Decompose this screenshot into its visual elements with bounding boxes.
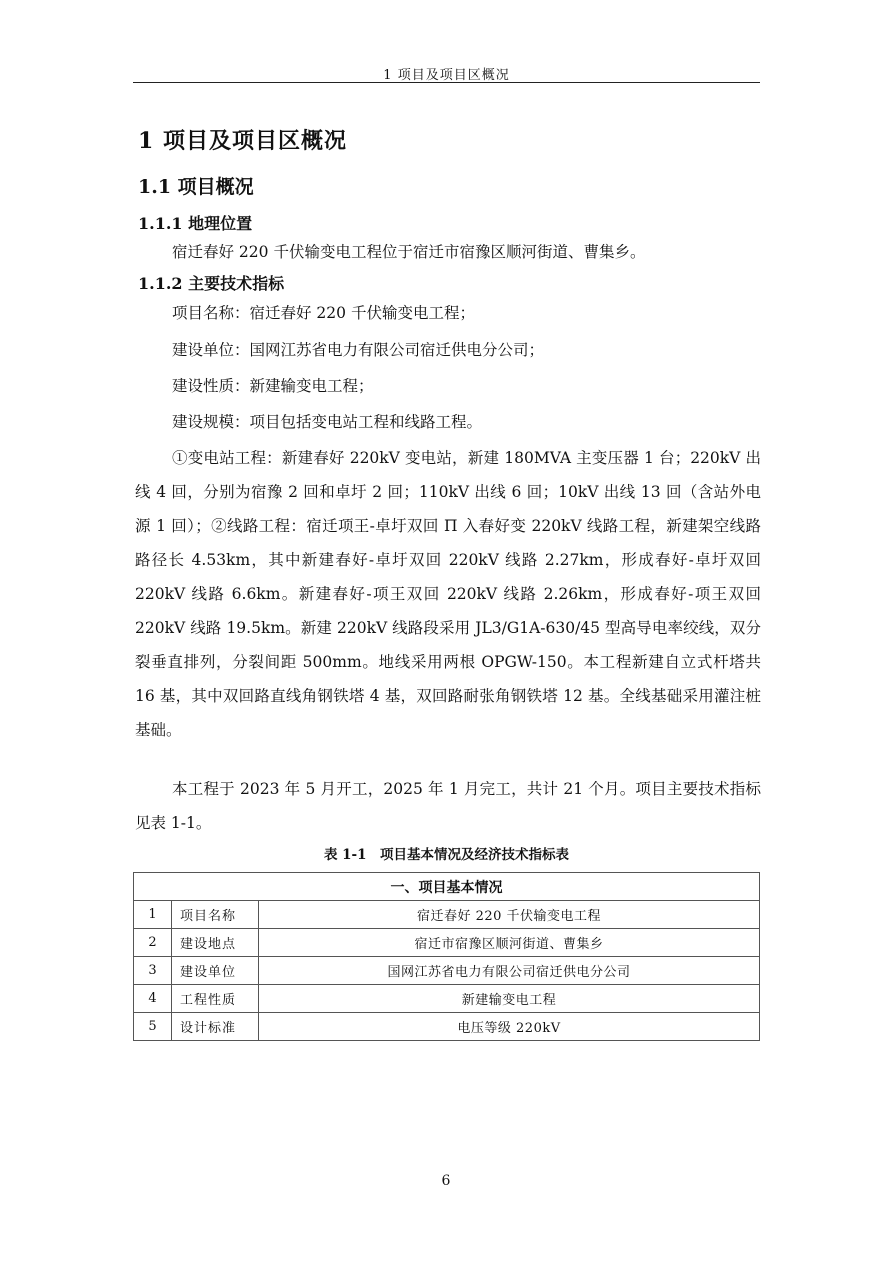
row-number: 1 — [134, 901, 172, 929]
construction-detail-paragraph: ①变电站工程：新建春好 220kV 变电站，新建 180MVA 主变压器 1 台；220kV 出线 4 回，分别为宿豫 2 回和卓圩 2 回；110kV 出线 6 回；10kV 出线 13 回（含站外电源 1 回）；②线路工程：宿迁项王-卓圩双回 Π 入春好变 220kV 线路工程，新建架空线路路径长 4.53km，其中新建春好-卓圩双回 220kV 线路 2.27km，形成春好-卓圩双回 220kV 线路 6.6km。新建春好-项王双回 220kV 线路 2.26km，形成春好-项王双回 220kV 线路 19.5km。新建 220kV 线路段采用 JL3/G1A-630/45 型高导电率绞线，双分裂垂直排列，分裂间距 500mm。地线采用两根 OPGW-150。本工程新建自立式杆塔共 16 基，其中双回路直线角钢铁塔 4 基，双回路耐张角钢铁塔 12 基。全线基础采用灌注桩基础。 — [135, 449, 761, 739]
project-name-line: 项目名称：宿迁春好 220 千伏输变电工程； — [172, 304, 475, 322]
section-title-1-1: 1.1 项目概况 — [138, 176, 254, 198]
row-value: 宿迁市宿豫区顺河街道、曹集乡 — [259, 929, 760, 957]
row-key: 建设地点 — [172, 929, 259, 957]
table-row — [134, 957, 760, 985]
nature-line: 建设性质：新建输变电工程； — [172, 377, 374, 395]
section-title-1-1-1: 1.1.1 地理位置 — [138, 214, 253, 233]
scale-line: 建设规模：项目包括变电站工程和线路工程。 — [172, 413, 483, 431]
table-section-header-row — [134, 873, 760, 901]
row-key: 工程性质 — [172, 985, 259, 1013]
table-row — [134, 901, 760, 929]
header-rule — [133, 82, 760, 83]
row-number: 2 — [134, 929, 172, 957]
table-row — [134, 929, 760, 957]
row-value: 宿迁春好 220 千伏输变电工程 — [259, 901, 760, 929]
table-row — [134, 985, 760, 1013]
location-text: 宿迁春好 220 千伏输变电工程位于宿迁市宿豫区顺河街道、曹集乡。 — [172, 243, 646, 261]
row-number: 5 — [134, 1013, 172, 1041]
schedule-paragraph: 本工程于 2023 年 5 月开工，2025 年 1 月完工，共计 21 个月。项目主要技术指标见表 1-1。 — [135, 780, 761, 832]
row-number: 4 — [134, 985, 172, 1013]
row-value: 电压等级 220kV — [259, 1013, 760, 1041]
builder-line: 建设单位：国网江苏省电力有限公司宿迁供电分公司； — [172, 341, 545, 359]
row-key: 设计标准 — [172, 1013, 259, 1041]
row-value: 新建输变电工程 — [259, 985, 760, 1013]
row-key: 项目名称 — [172, 901, 259, 929]
table-row — [134, 1013, 760, 1041]
table-section-header: 一、项目基本情况 — [134, 873, 760, 901]
chapter-title: 1 项目及项目区概况 — [138, 128, 347, 154]
section-title-1-1-2: 1.1.2 主要技术指标 — [138, 274, 285, 293]
running-header: 1 项目及项目区概况 — [383, 68, 510, 83]
page-number: 6 — [441, 1173, 451, 1189]
row-key: 建设单位 — [172, 957, 259, 985]
project-info-table — [133, 872, 760, 1041]
row-number: 3 — [134, 957, 172, 985]
table-caption: 表 1-1 项目基本情况及经济技术指标表 — [323, 847, 570, 863]
row-value: 国网江苏省电力有限公司宿迁供电分公司 — [259, 957, 760, 985]
